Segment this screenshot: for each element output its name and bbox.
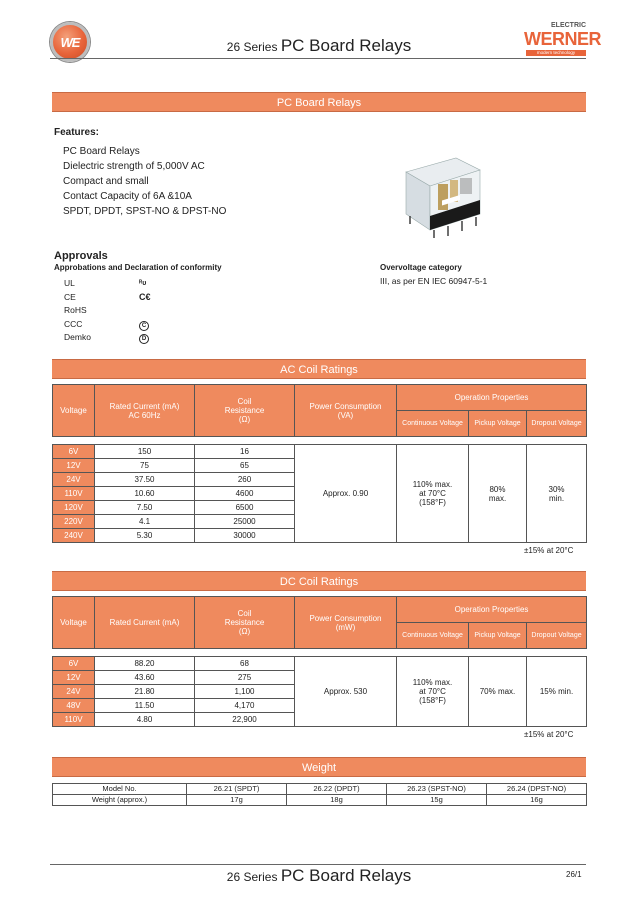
col-header-pickup: Pickup Voltage — [469, 623, 527, 649]
cell-voltage: 110V — [53, 487, 95, 501]
cell-voltage: 110V — [53, 713, 95, 727]
feature-item: PC Board Relays — [63, 146, 140, 157]
cell-resistance: 4600 — [195, 487, 295, 501]
approval-marks — [139, 277, 151, 345]
cell-current: 7.50 — [95, 501, 195, 515]
ac-coil-table — [52, 384, 587, 543]
cell-resistance: 6500 — [195, 501, 295, 515]
table-header-row — [53, 385, 587, 411]
cell-current: 10.60 — [95, 487, 195, 501]
cell-weight-label: Weight (approx.) — [53, 795, 187, 806]
footer-main: PC Board Relays — [280, 866, 412, 885]
col-header-operation: Operation Properties — [397, 385, 587, 411]
dc-footnote: ±15% at 20°C — [524, 730, 574, 739]
table-row — [53, 657, 587, 671]
ul-mark-icon: ᴿᴜ — [139, 280, 147, 287]
ccc-mark-icon: C — [139, 321, 149, 331]
approval-list — [64, 277, 91, 345]
cell-weight: 15g — [387, 795, 487, 806]
footer-series: 26 Series — [226, 870, 278, 884]
approval-label: Demko — [64, 332, 91, 342]
section-bar-weight: Weight — [52, 757, 586, 777]
section-bar-dc: DC Coil Ratings — [52, 571, 586, 591]
cell-voltage: 120V — [53, 501, 95, 515]
cell-current: 150 — [95, 445, 195, 459]
cell-pickup-merged: 70% max. — [469, 657, 527, 727]
footer-title — [0, 866, 638, 886]
col-header-dropout: Dropout Voltage — [527, 411, 587, 437]
brand-name: WERNER — [524, 29, 601, 49]
cell-current: 21.80 — [95, 685, 195, 699]
cell-resistance: 260 — [195, 473, 295, 487]
cell-power-merged: Approx. 0.90 — [295, 445, 397, 543]
cell-voltage: 6V — [53, 657, 95, 671]
we-logo-text: WE — [60, 35, 80, 50]
page-number: 26/1 — [566, 870, 582, 879]
col-header-current: Rated Current (mA) AC 60Hz — [95, 385, 195, 437]
cell-resistance: 22,900 — [195, 713, 295, 727]
weight-table — [52, 783, 587, 806]
cell-voltage: 6V — [53, 445, 95, 459]
cell-weight: 17g — [187, 795, 287, 806]
cell-dropout-merged: 30% min. — [527, 445, 587, 543]
cell-model: 26.22 (DPDT) — [287, 784, 387, 795]
overvoltage-title: Overvoltage category — [380, 263, 462, 272]
approval-label: UL — [64, 278, 75, 288]
table-header-row — [53, 597, 587, 623]
cell-resistance: 30000 — [195, 529, 295, 543]
cell-voltage: 220V — [53, 515, 95, 529]
cell-weight: 18g — [287, 795, 387, 806]
cell-model: 26.24 (DPST-NO) — [487, 784, 587, 795]
cell-weight: 16g — [487, 795, 587, 806]
cell-voltage: 24V — [53, 685, 95, 699]
header-divider — [50, 58, 586, 59]
cell-resistance: 25000 — [195, 515, 295, 529]
cell-current: 37.50 — [95, 473, 195, 487]
col-header-coil-resistance: Coil Resistance (Ω) — [195, 385, 295, 437]
cell-current: 4.80 — [95, 713, 195, 727]
feature-item: SPDT, DPDT, SPST-NO & DPST-NO — [63, 206, 227, 217]
approval-label: CCC — [64, 318, 83, 329]
cell-resistance: 65 — [195, 459, 295, 473]
cell-resistance: 4,170 — [195, 699, 295, 713]
approval-label: RoHS — [64, 305, 87, 315]
features-title: Features: — [54, 127, 100, 138]
overvoltage-text: III, as per EN IEC 60947-5-1 — [380, 276, 488, 286]
cell-power-merged: Approx. 530 — [295, 657, 397, 727]
col-header-continuous: Continuous Voltage — [397, 623, 469, 649]
col-header-power: Power Consumption (VA) — [295, 385, 397, 437]
feature-item: Contact Capacity of 6A &10A — [63, 191, 192, 202]
cell-voltage: 12V — [53, 671, 95, 685]
brand-electric: ELECTRIC — [551, 22, 586, 29]
ce-mark-icon: C€ — [139, 291, 151, 302]
approvals-subtitle: Approbations and Declaration of conformity — [54, 263, 222, 272]
cell-model: 26.21 (SPDT) — [187, 784, 287, 795]
approvals-title: Approvals — [54, 250, 108, 262]
werner-logo — [524, 22, 601, 56]
table-row — [53, 795, 587, 806]
cell-current: 5.30 — [95, 529, 195, 543]
table-row — [53, 784, 587, 795]
cell-dropout-merged: 15% min. — [527, 657, 587, 727]
ac-footnote: ±15% at 20°C — [524, 546, 574, 555]
title-main: PC Board Relays — [280, 36, 412, 55]
col-header-voltage: Voltage — [53, 385, 95, 437]
cell-current: 43.60 — [95, 671, 195, 685]
col-header-coil-resistance: Coil Resistance (Ω) — [195, 597, 295, 649]
approval-label: CE — [64, 291, 76, 302]
cell-voltage: 48V — [53, 699, 95, 713]
cell-voltage: 12V — [53, 459, 95, 473]
footer-divider — [50, 864, 586, 865]
brand-tag: modern technology — [526, 50, 586, 56]
cell-pickup-merged: 80% max. — [469, 445, 527, 543]
cell-resistance: 275 — [195, 671, 295, 685]
title-series: 26 Series — [226, 40, 278, 54]
cell-current: 11.50 — [95, 699, 195, 713]
col-header-continuous: Continuous Voltage — [397, 411, 469, 437]
section-bar-ac: AC Coil Ratings — [52, 359, 586, 379]
demko-mark-icon: D — [139, 334, 149, 344]
cell-voltage: 24V — [53, 473, 95, 487]
col-header-operation: Operation Properties — [397, 597, 587, 623]
feature-item: Dielectric strength of 5,000V AC — [63, 161, 205, 172]
cell-continuous-merged: 110% max. at 70°C (158°F) — [397, 445, 469, 543]
cell-resistance: 68 — [195, 657, 295, 671]
col-header-pickup: Pickup Voltage — [469, 411, 527, 437]
cell-resistance: 16 — [195, 445, 295, 459]
section-bar-pcb: PC Board Relays — [52, 92, 586, 112]
cell-current: 88.20 — [95, 657, 195, 671]
col-header-voltage: Voltage — [53, 597, 95, 649]
features-list — [63, 144, 226, 219]
cell-continuous-merged: 110% max. at 70°C (158°F) — [397, 657, 469, 727]
feature-item: Compact and small — [63, 176, 149, 187]
table-row — [53, 445, 587, 459]
cell-resistance: 1,100 — [195, 685, 295, 699]
col-header-current: Rated Current (mA) — [95, 597, 195, 649]
col-header-power: Power Consumption (mW) — [295, 597, 397, 649]
rohs-mark-empty — [139, 304, 151, 318]
cell-current: 75 — [95, 459, 195, 473]
col-header-dropout: Dropout Voltage — [527, 623, 587, 649]
cell-model: 26.23 (SPST-NO) — [387, 784, 487, 795]
dc-coil-table — [52, 596, 587, 727]
cell-voltage: 240V — [53, 529, 95, 543]
relay-product-image — [398, 150, 488, 240]
cell-current: 4.1 — [95, 515, 195, 529]
cell-model-label: Model No. — [53, 784, 187, 795]
